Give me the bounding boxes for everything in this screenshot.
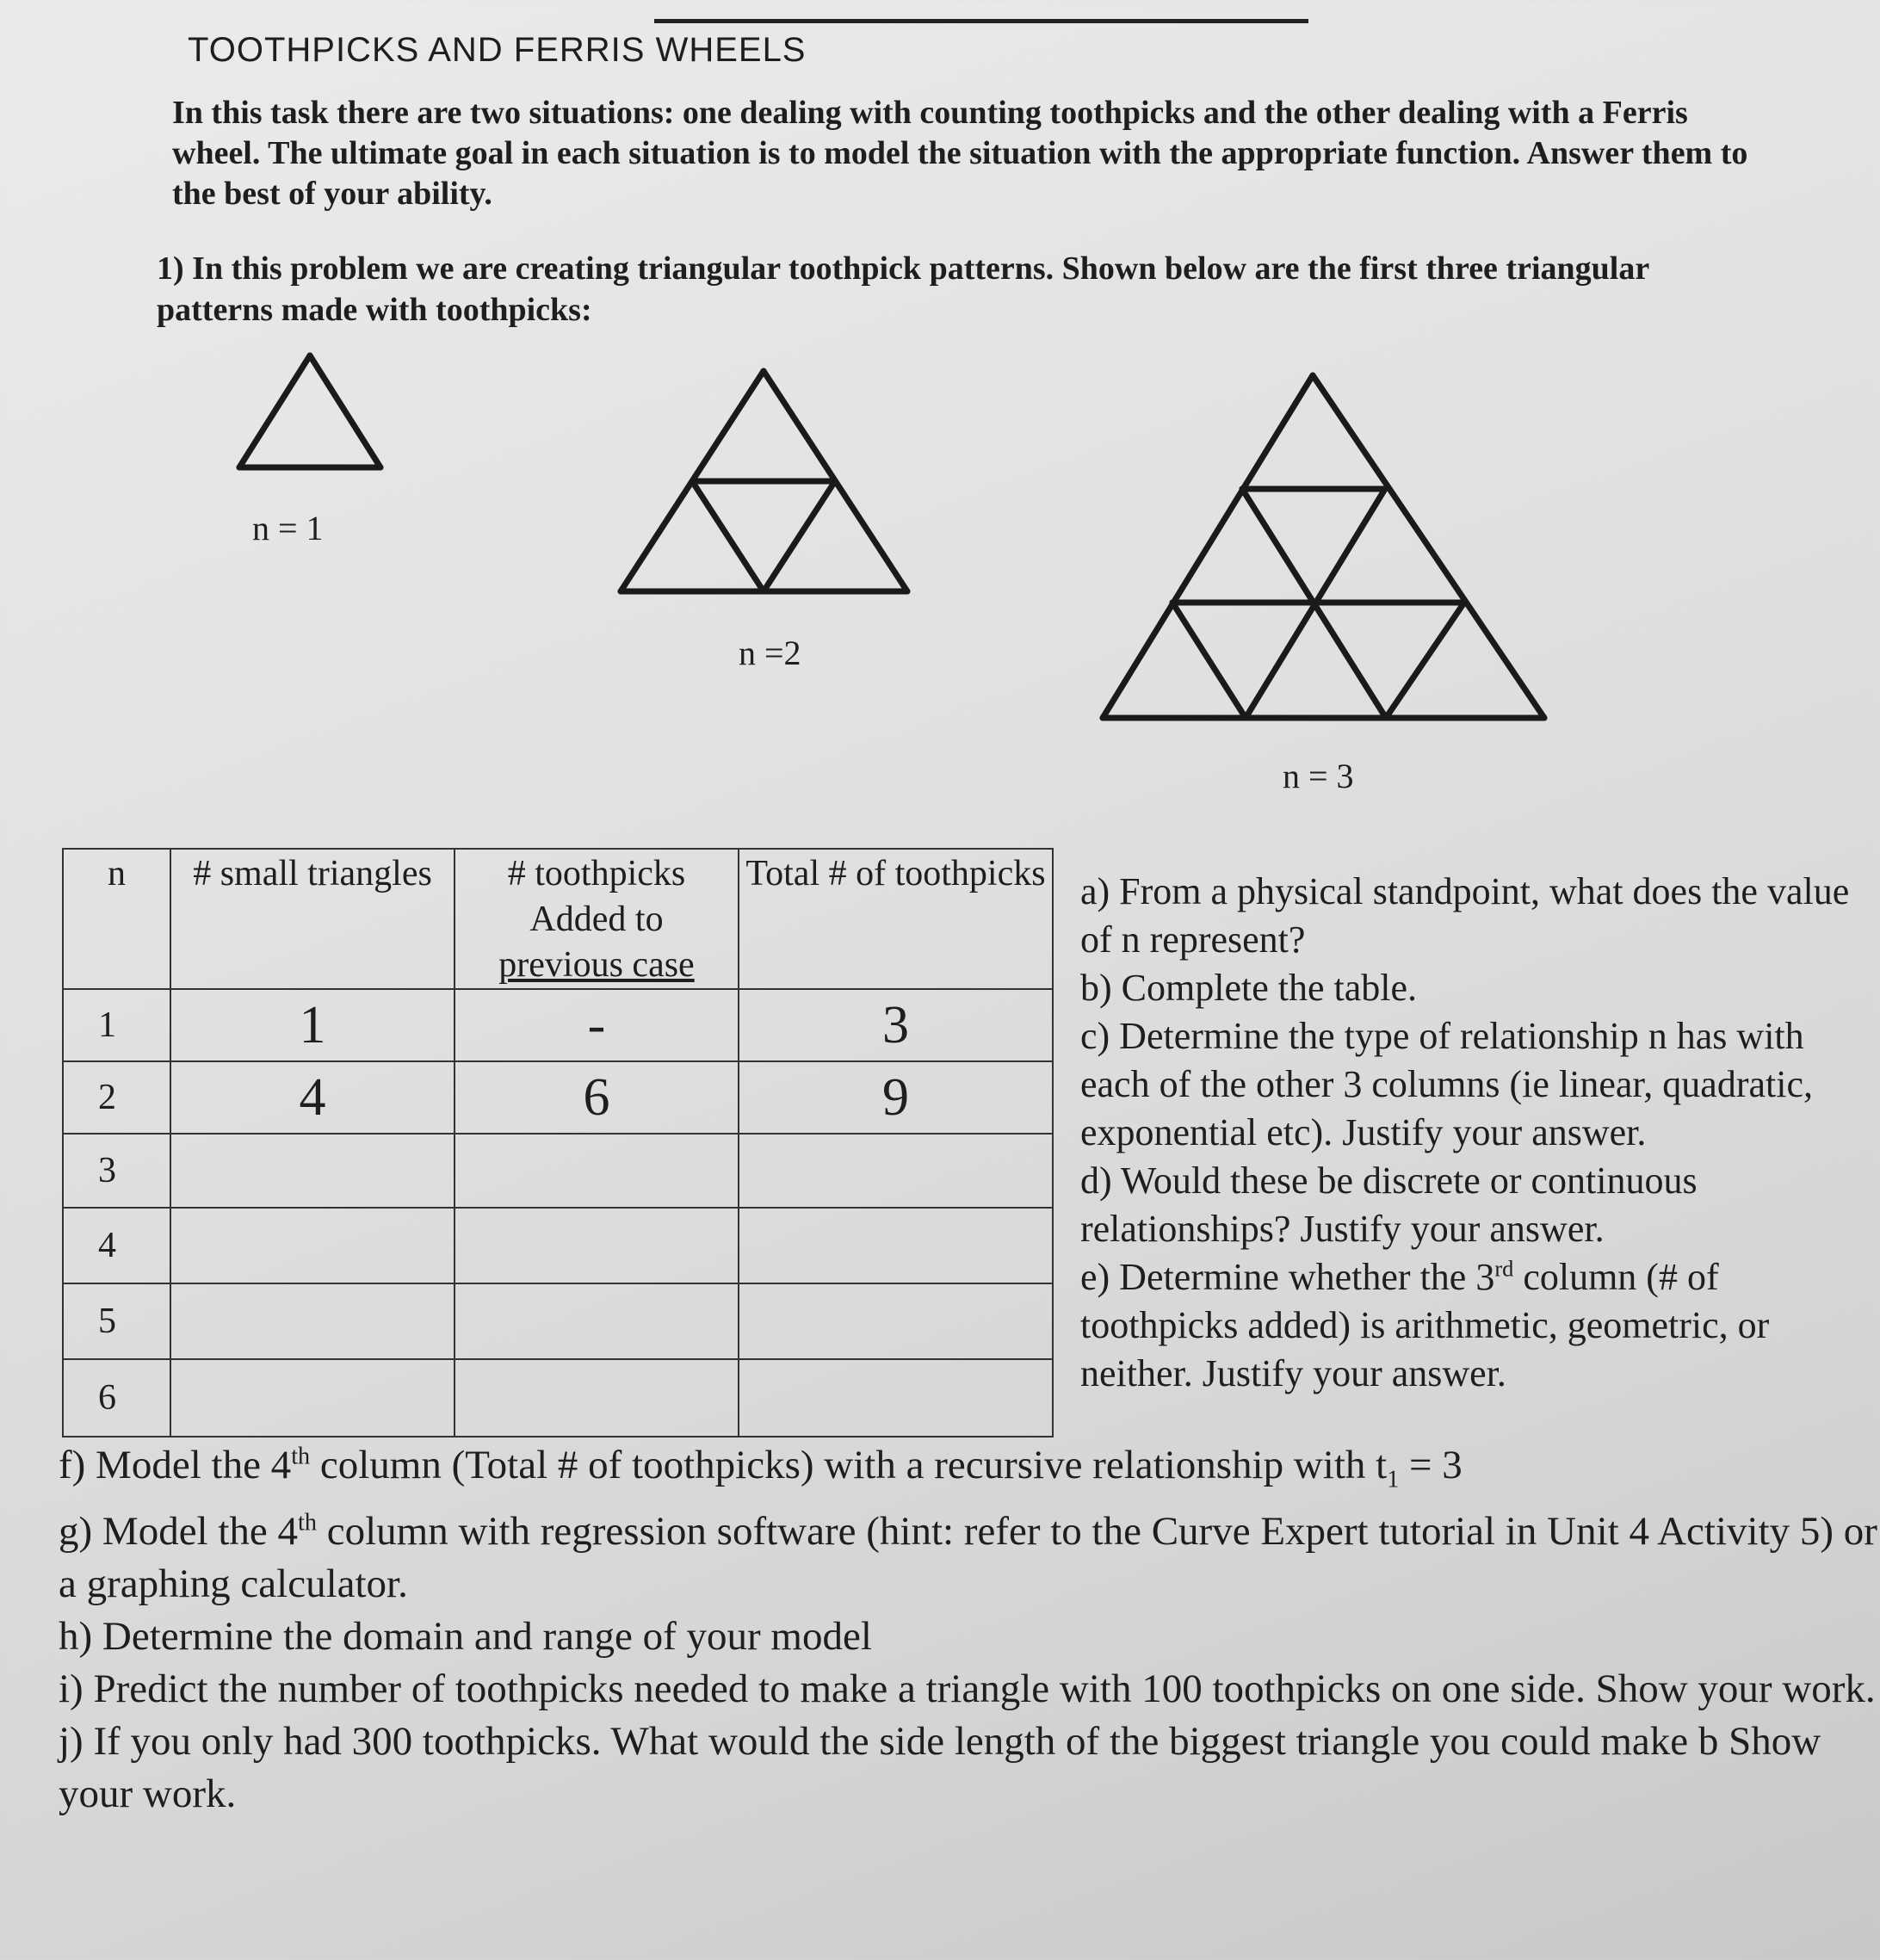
cell-toothpicks-added[interactable] xyxy=(455,1208,739,1283)
table-row xyxy=(63,989,1053,1061)
question-c: c) Determine the type of relationship n has with each of the other 3 columns (ie linear, quadratic, exponential etc). Justify your answer. xyxy=(1080,1015,1813,1153)
table-row xyxy=(63,1134,1053,1208)
triangle-pattern-n3 xyxy=(1098,370,1549,723)
header-total-toothpicks: Total # of toothpicks xyxy=(739,849,1053,989)
cell-toothpicks-added[interactable]: 6 xyxy=(455,1061,739,1134)
problem-1-statement: 1) In this problem we are creating triangular toothpick patterns. Shown below are the first three triangular patterns made with toothpicks: xyxy=(157,250,1649,328)
table-header-row xyxy=(63,849,1053,989)
table-row xyxy=(63,1283,1053,1359)
cell-small-triangles[interactable]: 4 xyxy=(170,1061,455,1134)
question-e: e) Determine whether the 3rd column (# of toothpicks added) is arithmetic, geometric, or neither. Justify your answer. xyxy=(1080,1255,1770,1394)
questions-f-to-j xyxy=(59,1439,1880,1821)
cell-small-triangles[interactable] xyxy=(170,1283,455,1359)
cell-total-toothpicks[interactable] xyxy=(739,1134,1053,1208)
cell-n: 4 xyxy=(63,1208,170,1283)
cell-toothpicks-added[interactable] xyxy=(455,1134,739,1208)
question-d: d) Would these be discrete or continuous relationships? Justify your answer. xyxy=(1080,1159,1698,1250)
cell-small-triangles[interactable]: 1 xyxy=(170,989,455,1061)
question-j: j) If you only had 300 toothpicks. What would the side length of the biggest triangle you could make b Show your work. xyxy=(59,1719,1821,1817)
pattern-label-n2: n =2 xyxy=(739,634,801,672)
cell-total-toothpicks[interactable] xyxy=(739,1283,1053,1359)
question-h: h) Determine the domain and range of your model xyxy=(59,1614,872,1660)
cell-toothpicks-added[interactable] xyxy=(455,1359,739,1437)
cell-total-toothpicks[interactable] xyxy=(739,1208,1053,1283)
questions-a-to-e xyxy=(1080,868,1872,1398)
cell-small-triangles[interactable] xyxy=(170,1359,455,1437)
question-i: i) Predict the number of toothpicks needed to make a triangle with 100 toothpicks on one side. Show your work. xyxy=(59,1666,1876,1712)
question-f: f) Model the 4th column (Total # of toothpicks) with a recursive relationship with $t_1 = 3$ xyxy=(59,1443,1463,1493)
question-g: g) Model the 4th column with regression software (hint: refer to the Curve Expert tutorial in Unit 4 Activity 5) or a graphing calculator. xyxy=(59,1509,1877,1607)
pattern-label-n1: n = 1 xyxy=(252,509,324,547)
cell-total-toothpicks[interactable] xyxy=(739,1359,1053,1437)
cell-toothpicks-added[interactable]: - xyxy=(455,989,739,1061)
cell-n: 2 xyxy=(63,1061,170,1134)
cell-small-triangles[interactable] xyxy=(170,1208,455,1283)
header-added-line2: Added to xyxy=(529,900,664,939)
pattern-label-n3: n = 3 xyxy=(1283,757,1354,795)
table-row xyxy=(63,1208,1053,1283)
page-title: TOOTHPICKS AND FERRIS WHEELS xyxy=(188,31,807,69)
triangle-pattern-n1 xyxy=(232,349,387,473)
cell-n: 1 xyxy=(63,989,170,1061)
header-added-line1: # toothpicks xyxy=(507,854,686,893)
cell-total-toothpicks[interactable]: 3 xyxy=(739,989,1053,1061)
cell-small-triangles[interactable] xyxy=(170,1134,455,1208)
cell-n: 5 xyxy=(63,1283,170,1359)
question-a: a) From a physical standpoint, what does the value of n represent? xyxy=(1080,870,1850,961)
toothpick-table xyxy=(62,848,1054,1438)
table-row xyxy=(63,1061,1053,1134)
header-toothpicks-added xyxy=(455,849,739,989)
intro-paragraph: In this task there are two situations: one dealing with counting toothpicks and the other dealing with a Ferris wheel. The ultimate goal in each situation is to model the situation with the appropriate function. Answer them to the best of your ability. xyxy=(172,95,1748,212)
header-rule xyxy=(654,0,1308,23)
cell-n: 6 xyxy=(63,1359,170,1437)
cell-n: 3 xyxy=(63,1134,170,1208)
cell-total-toothpicks[interactable]: 9 xyxy=(739,1061,1053,1134)
table-row xyxy=(63,1359,1053,1437)
header-small-triangles: # small triangles xyxy=(170,849,455,989)
header-added-line3: previous case xyxy=(498,945,695,985)
question-b: b) Complete the table. xyxy=(1080,967,1417,1009)
cell-toothpicks-added[interactable] xyxy=(455,1283,739,1359)
triangle-pattern-n2 xyxy=(615,366,912,598)
header-n: n xyxy=(63,849,170,989)
